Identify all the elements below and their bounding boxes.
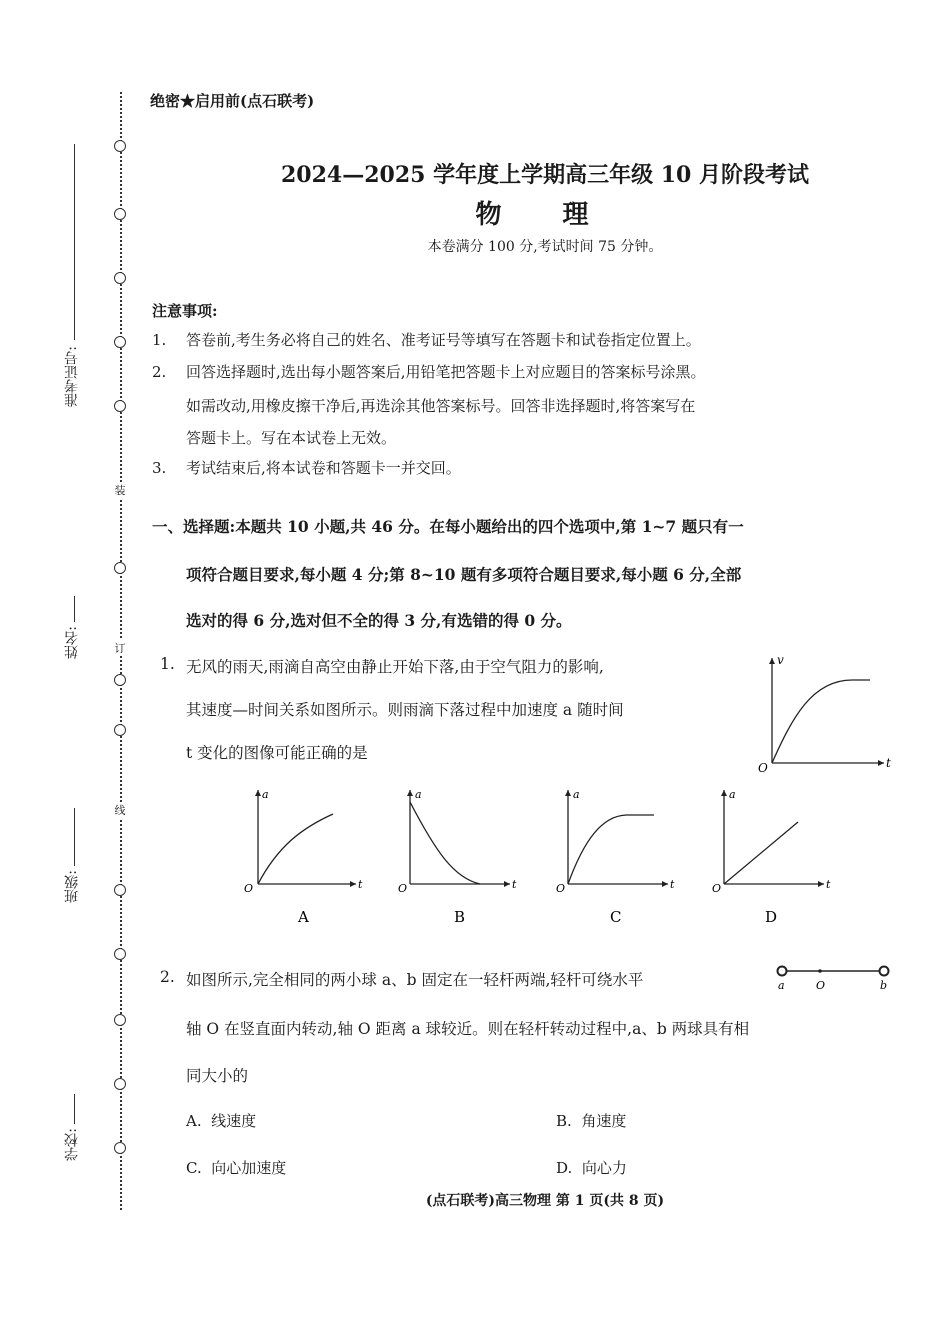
y-axis-label: a xyxy=(415,788,422,801)
origin-label: O xyxy=(398,882,408,895)
x-arrow xyxy=(504,881,510,887)
section-1-line-1: 一、选择题:本题共 10 小题,共 46 分。在每小题给出的四个选项中,第 1~7 题只有一 xyxy=(152,517,744,536)
y-arrow xyxy=(769,658,775,664)
name-line xyxy=(74,596,75,622)
exam-info: 本卷满分 100 分,考试时间 75 分钟。 xyxy=(427,239,663,255)
exam-title: 2024—2025 学年度上学期高三年级 10 月阶段考试 xyxy=(280,162,810,188)
binding-hole xyxy=(114,1078,126,1090)
note-2-line-3: 答题卡上。写在本试卷上无效。 xyxy=(186,429,397,447)
velocity-curve xyxy=(772,680,870,763)
q2-line-3: 同大小的 xyxy=(186,1067,249,1085)
q2-option-c[interactable] xyxy=(186,1157,286,1178)
x-arrow xyxy=(350,881,356,887)
cut-mark-xian: 线 xyxy=(112,802,128,818)
notes-title: 注意事项: xyxy=(152,302,218,320)
option-label: B xyxy=(454,908,466,926)
subject-title: 物 理 xyxy=(475,200,615,230)
label-a: a xyxy=(778,979,785,992)
class-line xyxy=(74,808,75,866)
exam-id-line xyxy=(74,144,75,340)
note-number: 1. xyxy=(152,331,167,349)
curve-b xyxy=(410,802,480,884)
y-axis-label: a xyxy=(573,788,580,801)
option-label: C xyxy=(610,908,622,926)
q2-option-b[interactable] xyxy=(556,1110,626,1131)
binding-hole xyxy=(114,1142,126,1154)
q1-line-2: 其速度—时间关系如图所示。则雨滴下落过程中加速度 a 随时间 xyxy=(186,701,624,719)
option-label: D xyxy=(765,908,778,926)
y-axis-label: a xyxy=(262,788,269,801)
binding-hole xyxy=(114,948,126,960)
note-2-line-2: 如需改动,用橡皮擦干净后,再选涂其他答案标号。回答非选择题时,将答案写在 xyxy=(186,397,696,415)
school-line xyxy=(74,1094,75,1124)
exam-id-label: 准考证号: xyxy=(64,346,80,407)
note-1 xyxy=(152,324,892,356)
cut-mark-zhuang: 装 xyxy=(112,482,128,498)
x-axis-label: t xyxy=(358,878,363,891)
origin-label: O xyxy=(556,882,566,895)
option-text: 向心加速度 xyxy=(211,1159,287,1177)
option-key: A. xyxy=(186,1112,202,1130)
x-arrow xyxy=(662,881,668,887)
note-text: 考试结束后,将本试卷和答题卡一并交回。 xyxy=(186,459,461,477)
q1-line-3: t 变化的图像可能正确的是 xyxy=(186,744,368,762)
origin-label: O xyxy=(244,882,254,895)
origin-label: O xyxy=(712,882,722,895)
y-arrow xyxy=(721,790,727,796)
q2-line-2: 轴 O 在竖直面内转动,轴 O 距离 a 球较近。则在轻杆转动过程中,a、b 两球具有相 xyxy=(186,1020,750,1038)
y-arrow xyxy=(407,790,413,796)
option-label: A xyxy=(298,908,309,926)
binding-hole xyxy=(114,674,126,686)
note-text: 回答选择题时,选出每小题答案后,用铅笔把答题卡上对应题目的答案标号涂黑。 xyxy=(186,363,706,381)
q1-option-a-graph xyxy=(238,782,368,932)
page-footer: (点石联考)高三物理 第 1 页(共 8 页) xyxy=(425,1193,665,1209)
q1-number: 1. xyxy=(160,655,175,673)
school-label: 学校: xyxy=(64,1128,80,1161)
option-key: B. xyxy=(556,1112,572,1130)
note-3 xyxy=(152,452,892,484)
y-axis-label: a xyxy=(729,788,736,801)
line-d xyxy=(724,822,798,884)
cut-mark-ding: 订 xyxy=(112,640,128,656)
curve-a xyxy=(258,814,333,884)
origin-label: O xyxy=(758,761,768,775)
note-2 xyxy=(152,356,892,388)
confidential-mark: 绝密★启用前(点石联考) xyxy=(150,92,315,110)
ball-b xyxy=(880,967,889,976)
q2-option-a[interactable] xyxy=(186,1110,256,1131)
name-label: 姓名: xyxy=(64,626,80,659)
section-1-line-3: 选对的得 6 分,选对但不全的得 3 分,有选错的得 0 分。 xyxy=(186,611,572,630)
q1-line-1: 无风的雨天,雨滴自高空由静止开始下落,由于空气阻力的影响, xyxy=(186,658,604,676)
y-arrow xyxy=(565,790,571,796)
binding-hole xyxy=(114,336,126,348)
x-axis-label: t xyxy=(886,756,891,770)
curve-c xyxy=(568,815,654,884)
q2-line-1: 如图所示,完全相同的两小球 a、b 固定在一轻杆两端,轻杆可绕水平 xyxy=(186,971,644,989)
q1-option-c-graph xyxy=(554,782,684,932)
y-arrow xyxy=(255,790,261,796)
q2-number: 2. xyxy=(160,968,175,986)
q1-vt-graph xyxy=(752,648,902,778)
class-label: 班级: xyxy=(64,870,80,903)
binding-hole xyxy=(114,562,126,574)
x-arrow xyxy=(878,760,884,766)
note-number: 2. xyxy=(152,363,167,381)
ball-a xyxy=(778,967,787,976)
option-text: 线速度 xyxy=(211,1112,257,1130)
pivot-o xyxy=(818,969,822,973)
binding-hole xyxy=(114,884,126,896)
x-axis-label: t xyxy=(826,878,831,891)
option-key: D. xyxy=(556,1159,573,1177)
q1-option-d-graph xyxy=(710,782,840,932)
section-1-line-2: 项符合题目要求,每小题 4 分;第 8~10 题有多项符合题目要求,每小题 6 分,全部 xyxy=(186,565,742,584)
y-axis-label: v xyxy=(777,653,784,667)
option-text: 角速度 xyxy=(581,1112,627,1130)
option-key: C. xyxy=(186,1159,202,1177)
label-o: O xyxy=(816,979,826,992)
x-axis-label: t xyxy=(512,878,517,891)
q1-option-b-graph xyxy=(396,782,526,932)
binding-hole xyxy=(114,400,126,412)
binding-hole xyxy=(114,1014,126,1026)
binding-hole xyxy=(114,140,126,152)
q2-option-d[interactable] xyxy=(556,1157,627,1178)
option-text: 向心力 xyxy=(581,1159,627,1177)
note-text: 答卷前,考生务必将自己的姓名、准考证号等填写在答题卡和试卷指定位置上。 xyxy=(186,331,701,349)
label-b: b xyxy=(880,979,888,992)
x-axis-label: t xyxy=(670,878,675,891)
binding-hole xyxy=(114,208,126,220)
q2-rod-diagram xyxy=(770,958,900,994)
binding-hole xyxy=(114,272,126,284)
note-number: 3. xyxy=(152,459,167,477)
binding-hole xyxy=(114,724,126,736)
x-arrow xyxy=(818,881,824,887)
